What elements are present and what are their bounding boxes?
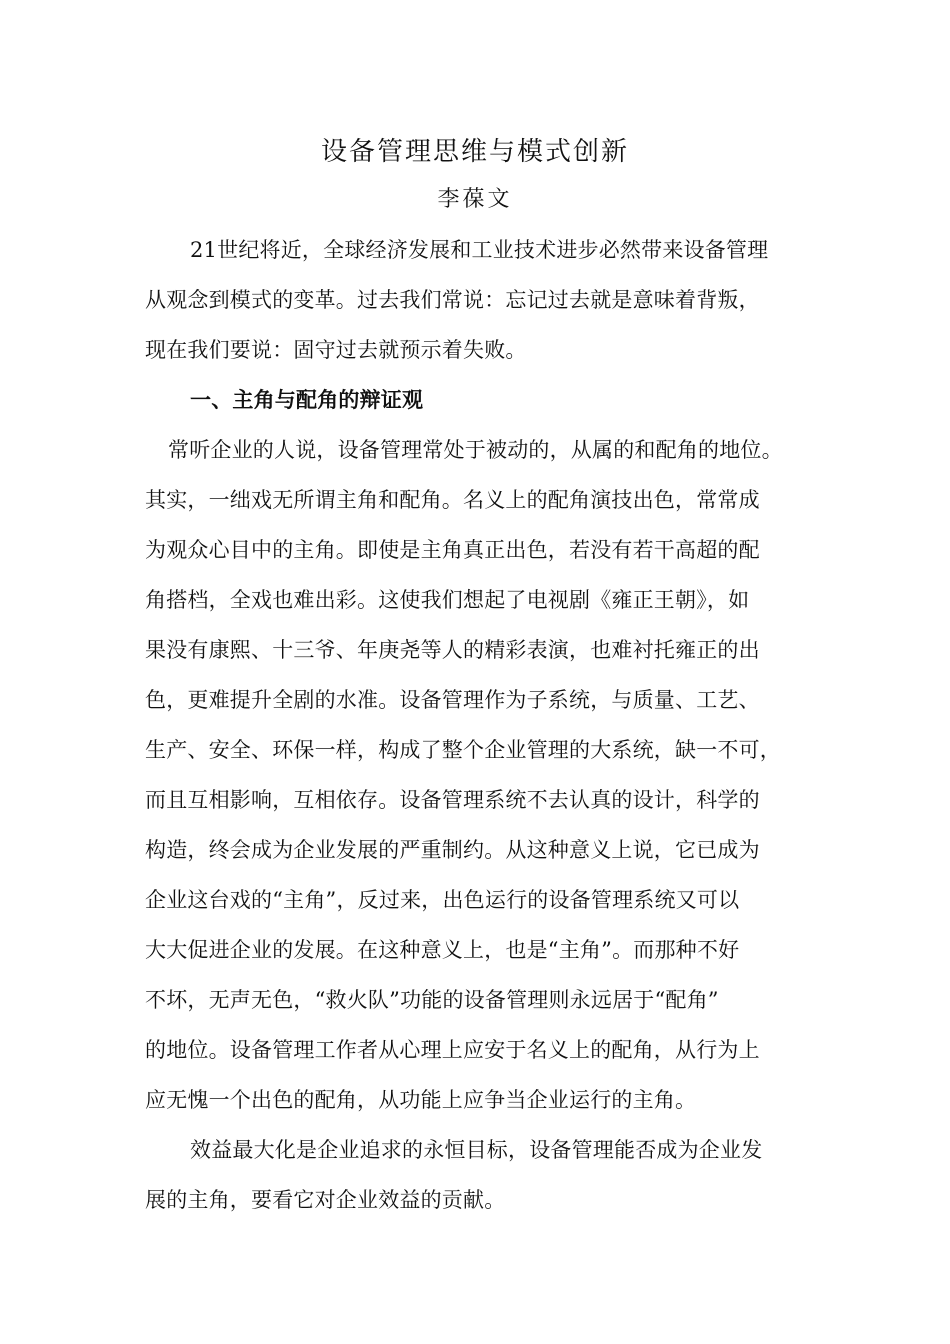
document-title: 设备管理思维与模式创新 [320, 137, 629, 167]
paragraph-line: 果没有康熙、十三爷、年庚尧等人的精彩表演，也难衬托雍正的出 [145, 638, 760, 662]
paragraph-line: 从观念到模式的变革。过去我们常说：忘记过去就是意味着背叛， [145, 288, 760, 312]
paragraph-line: 其实，一绌戏无所谓主角和配角。名义上的配角演技出色，常常成 [145, 488, 760, 512]
paragraph-line: 构造，终会成为企业发展的严重制约。从这种意义上说，它已成为 [145, 838, 760, 862]
document-author: 李葆文 [437, 187, 513, 212]
paragraph-line: 而且互相影响，互相依存。设备管理系统不去认真的设计，科学的 [145, 788, 760, 812]
paragraph-line: 常听企业的人说，设备管理常处于被动的，从属的和配角的地位。 [168, 438, 783, 462]
paragraph-line: 不坏，无声无色，“救火队”功能的设备管理则永远居于“配角” [145, 988, 719, 1012]
paragraph-line: 21世纪将近，全球经济发展和工业技术进步必然带来设备管理 [190, 238, 769, 262]
paragraph-line: 生产、安全、环保一样，构成了整个企业管理的大系统，缺一不可， [145, 738, 781, 762]
paragraph-line: 现在我们要说：固守过去就预示着失败。 [145, 338, 527, 362]
paragraph-line: 色，更难提升全剧的水准。设备管理作为子系统，与质量、工艺、 [145, 688, 760, 712]
paragraph-line: 角搭档，全戏也难出彩。这使我们想起了电视剧《雍正王朝》，如 [145, 588, 750, 612]
paragraph-line: 应无愧一个出色的配角，从功能上应争当企业运行的主角。 [145, 1088, 697, 1112]
paragraph-line: 展的主角，要看它对企业效益的贡献。 [145, 1188, 506, 1212]
paragraph-line: 大大促进企业的发展。在这种意义上，也是“主角”。而那种不好 [145, 938, 740, 962]
paragraph-line: 企业这台戏的“主角”，反过来，出色运行的设备管理系统又可以 [145, 888, 740, 912]
paragraph-line: 效益最大化是企业追求的永恒目标，设备管理能否成为企业发 [190, 1138, 763, 1162]
paragraph-line: 为观众心目中的主角。即使是主角真正出色，若没有若干高超的配 [145, 538, 760, 562]
paragraph-line: 的地位。设备管理工作者从心理上应安于名义上的配角，从行为上 [145, 1038, 760, 1062]
section-heading: 一、主角与配角的辩证观 [190, 387, 424, 412]
